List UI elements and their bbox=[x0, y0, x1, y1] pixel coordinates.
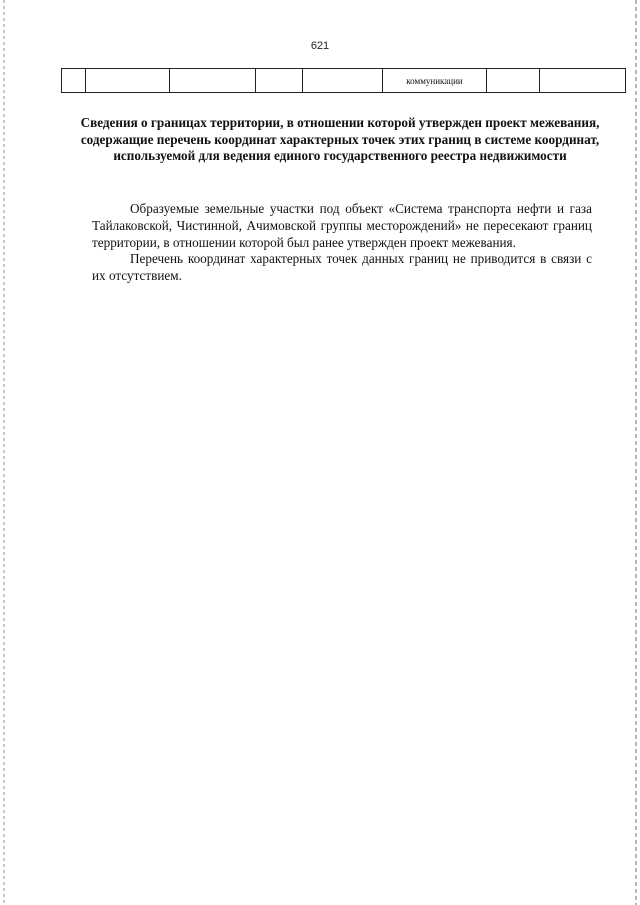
page-number: 621 bbox=[310, 40, 330, 52]
table-cell-communications: коммуникации bbox=[383, 69, 487, 93]
section-heading: Сведения о границах территории, в отношении которой утвержден проект межевания, содержащие перечень координат характерных точек этих границ в системе координат, используемой для ведения единого государственного реестра недвижимости bbox=[80, 115, 600, 163]
paragraph: Перечень координат характерных точек данных границ не приводится в связи с их отсутствием. bbox=[92, 251, 592, 284]
paragraph: Образуемые земельные участки под объект «Система транспорта нефти и газа Тайлаковской, Чистинной, Ачимовской группы месторождений» не пересекают границ территории, в отношении которой был ранее утвержден проект межевания. bbox=[92, 201, 592, 250]
table-cell bbox=[62, 69, 86, 93]
table-cell bbox=[303, 69, 383, 93]
scan-left-edge bbox=[3, 0, 5, 905]
continuation-table bbox=[61, 68, 626, 93]
table-cell bbox=[256, 69, 303, 93]
table-row bbox=[62, 69, 626, 93]
table-cell bbox=[540, 69, 626, 93]
scan-right-edge bbox=[635, 0, 637, 905]
table-cell bbox=[487, 69, 540, 93]
section-body bbox=[92, 201, 592, 285]
table-cell bbox=[86, 69, 170, 93]
table-cell bbox=[170, 69, 256, 93]
